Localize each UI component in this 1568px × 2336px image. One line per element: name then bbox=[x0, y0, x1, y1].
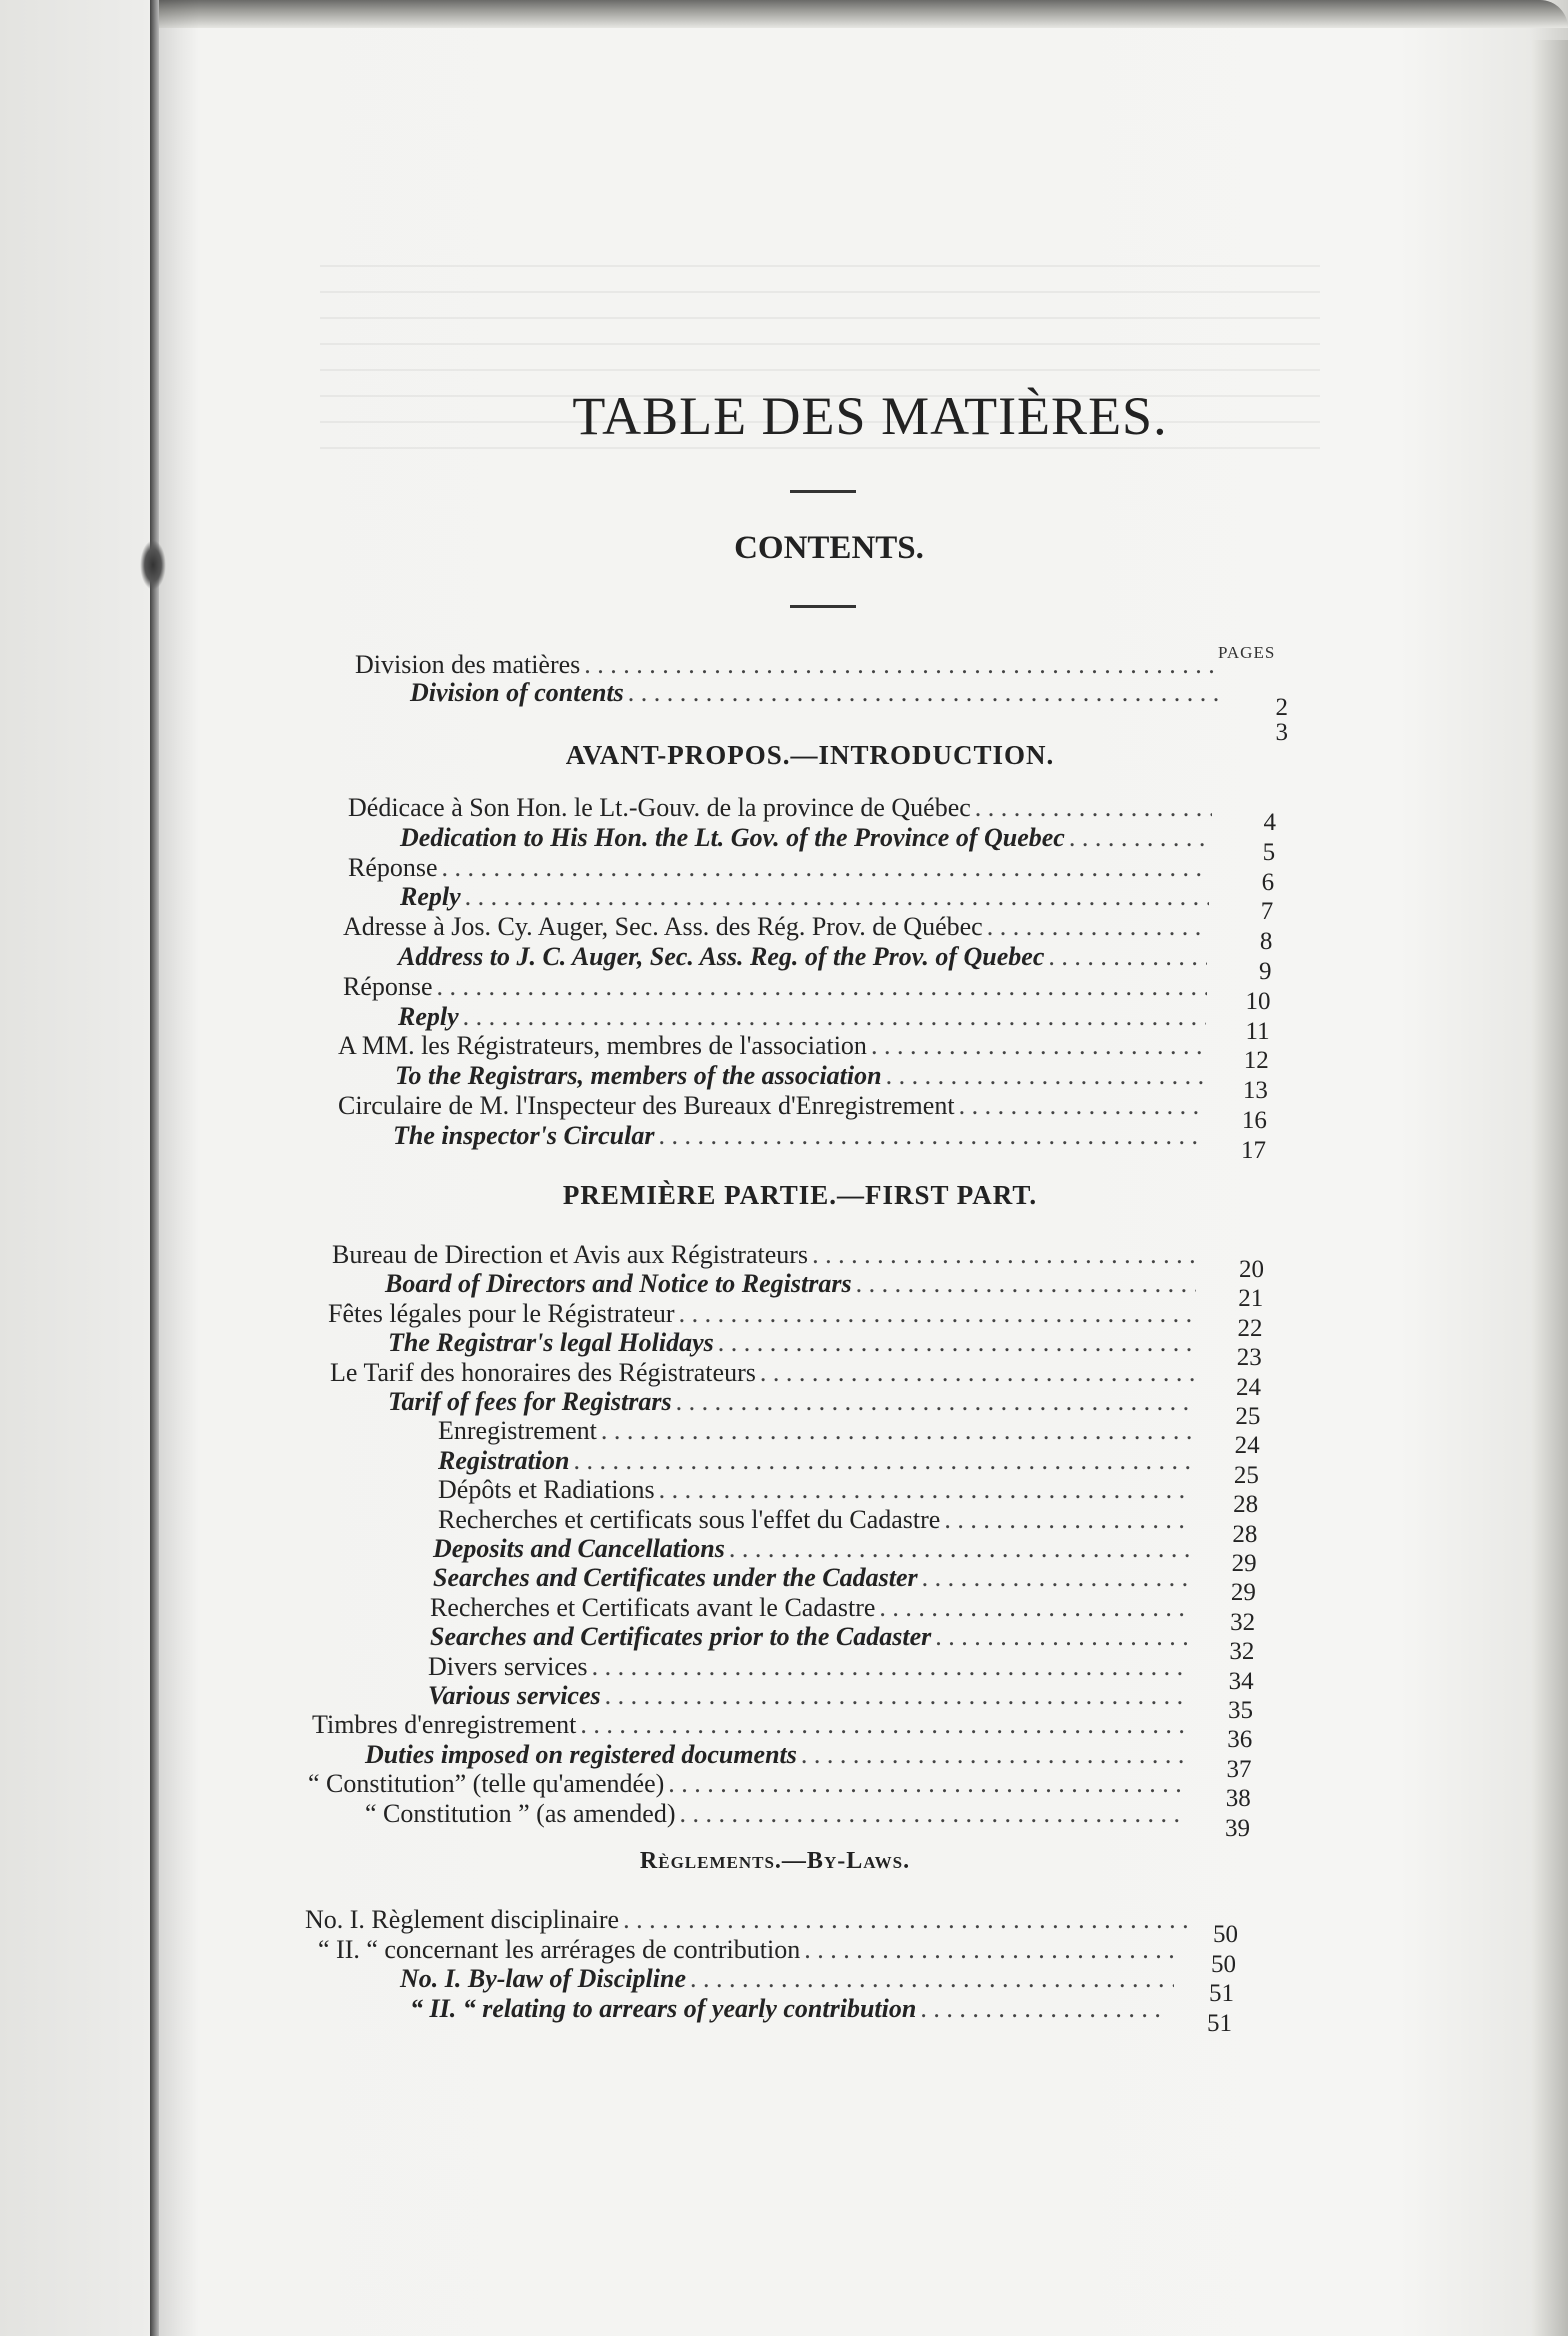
dot-leader bbox=[584, 650, 1220, 680]
toc-page-number: 39 bbox=[1225, 1814, 1250, 1842]
toc-entry-label: Dedication to His Hon. the Lt. Gov. of the Province of Quebec bbox=[400, 822, 1065, 852]
dot-leader bbox=[944, 1505, 1190, 1535]
toc-page-number: 24 bbox=[1234, 1432, 1260, 1460]
toc-page-number: 24 bbox=[1236, 1373, 1262, 1401]
dot-leader bbox=[1069, 823, 1211, 853]
toc-page-number: 29 bbox=[1230, 1579, 1256, 1607]
dot-leader bbox=[592, 1652, 1186, 1682]
toc-entry bbox=[348, 853, 1218, 883]
toc-page-number: 22 bbox=[1237, 1314, 1263, 1342]
toc-page-number: 29 bbox=[1231, 1550, 1257, 1577]
dot-leader bbox=[679, 1299, 1196, 1329]
pages-column-label: PAGES bbox=[1218, 643, 1276, 662]
toc-page-number: 34 bbox=[1228, 1667, 1254, 1695]
page-title: TABLE DES MATIÈRES. bbox=[572, 386, 1168, 446]
section-heading: PREMIÈRE PARTIE.—FIRST PART. bbox=[562, 1180, 1038, 1210]
toc-page-number: 35 bbox=[1227, 1697, 1253, 1724]
toc-entry bbox=[388, 1387, 1201, 1417]
toc-entry-label: Bureau de Direction et Avis aux Régistrateurs bbox=[332, 1240, 809, 1269]
dot-leader bbox=[442, 853, 1211, 883]
dot-leader bbox=[658, 1121, 1202, 1151]
toc-entry-label: “ Constitution” (telle qu'amendée) bbox=[308, 1769, 665, 1799]
toc-page-number: 6 bbox=[1261, 868, 1275, 896]
toc-page-number: 12 bbox=[1243, 1047, 1269, 1075]
toc-entry bbox=[388, 1328, 1203, 1358]
dot-leader bbox=[628, 678, 1220, 708]
toc-entry-label: “ Constitution ” (as amended) bbox=[365, 1798, 676, 1828]
dot-leader bbox=[1048, 942, 1207, 972]
toc-entry bbox=[343, 912, 1216, 942]
toc-entry bbox=[338, 1031, 1213, 1061]
toc-entry-label: Deposits and Cancellations bbox=[433, 1534, 725, 1563]
toc-entry bbox=[400, 882, 1217, 912]
toc-entry-label: Searches and Certificates prior to the Cadaster bbox=[430, 1622, 932, 1652]
toc-entry bbox=[433, 1534, 1197, 1564]
toc-entry-label: Tarif of fees for Registrars bbox=[388, 1387, 672, 1416]
toc-page-number: 16 bbox=[1241, 1107, 1267, 1134]
toc-entry bbox=[430, 1593, 1196, 1623]
dot-leader bbox=[871, 1031, 1205, 1061]
toc-entry-label: Divers services bbox=[428, 1651, 588, 1681]
toc-entry-label: A MM. les Régistrateurs, membres de l'association bbox=[338, 1031, 867, 1061]
dot-leader bbox=[801, 1740, 1184, 1770]
toc-page-number: 50 bbox=[1213, 1921, 1238, 1948]
toc-entry bbox=[410, 678, 1228, 708]
toc-page-number: 50 bbox=[1211, 1950, 1236, 1978]
dot-leader bbox=[812, 1240, 1197, 1270]
toc-entry bbox=[410, 1994, 1175, 2024]
toc-entry-label: Address to J. C. Auger, Sec. Ass. Reg. of the Prov. of Quebec bbox=[398, 942, 1045, 971]
toc-page-number: 51 bbox=[1209, 1980, 1234, 2007]
toc-entry-label: “ II. “ concernant les arrérages de contribution bbox=[318, 1934, 801, 1964]
toc-page-number: 7 bbox=[1260, 898, 1274, 926]
dot-leader bbox=[804, 1935, 1180, 1965]
dot-leader bbox=[605, 1681, 1186, 1711]
toc-page-number: 11 bbox=[1245, 1017, 1270, 1045]
toc-entry bbox=[343, 972, 1215, 1002]
dot-leader bbox=[679, 1799, 1182, 1829]
toc-page-number: 13 bbox=[1242, 1077, 1268, 1105]
toc-entry bbox=[318, 1935, 1188, 1965]
toc-entry-label: Fêtes légales pour le Régistrateur bbox=[328, 1298, 675, 1328]
book-spine bbox=[150, 0, 159, 2336]
toc-entry bbox=[365, 1740, 1192, 1770]
dot-leader bbox=[465, 882, 1210, 912]
dot-leader bbox=[690, 1964, 1174, 1994]
toc-entry bbox=[430, 1622, 1195, 1652]
dot-leader bbox=[729, 1534, 1189, 1564]
dot-leader bbox=[959, 1091, 1203, 1121]
dot-leader bbox=[573, 1446, 1191, 1476]
dot-leader bbox=[886, 1061, 1204, 1091]
toc-entry bbox=[305, 1905, 1195, 1935]
toc-entry-label: Reply bbox=[398, 1001, 459, 1031]
toc-page-number: 28 bbox=[1233, 1491, 1259, 1519]
toc-entry-label: Adresse à Jos. Cy. Auger, Sec. Ass. des Rég. Prov. de Québec bbox=[343, 912, 983, 942]
toc-entry bbox=[438, 1475, 1199, 1505]
toc-entry bbox=[398, 942, 1215, 972]
dot-leader bbox=[920, 1994, 1167, 2024]
toc-page-number: 20 bbox=[1239, 1256, 1264, 1283]
dot-leader bbox=[463, 1002, 1206, 1032]
dot-leader bbox=[676, 1387, 1193, 1417]
section-heading: AVANT-PROPOS.—INTRODUCTION. bbox=[565, 740, 1055, 770]
title-rule bbox=[790, 490, 856, 493]
toc-entry bbox=[428, 1652, 1194, 1682]
toc-entry bbox=[400, 823, 1219, 853]
dot-leader bbox=[879, 1593, 1187, 1623]
toc-entry-label: “ II. “ relating to arrears of yearly contribution bbox=[410, 1993, 917, 2023]
toc-entry-label: No. I. By-law of Discipline bbox=[400, 1964, 686, 1993]
toc-entry-label: Searches and Certificates under the Cadaster bbox=[433, 1563, 918, 1593]
toc-entry bbox=[393, 1121, 1210, 1151]
toc-page-number: 4 bbox=[1263, 809, 1276, 836]
toc-entry-label: The inspector's Circular bbox=[393, 1120, 655, 1150]
spine-shadow bbox=[159, 0, 199, 2336]
toc-entry bbox=[338, 1091, 1211, 1121]
toc-entry-label: Dédicace à Son Hon. le Lt.-Gouv. de la province de Québec bbox=[348, 793, 971, 822]
toc-entry-label: Recherches et Certificats avant le Cadastre bbox=[430, 1592, 876, 1622]
dot-leader bbox=[718, 1328, 1195, 1358]
dot-leader bbox=[975, 793, 1212, 823]
toc-entry-label: The Registrar's legal Holidays bbox=[388, 1328, 714, 1358]
dot-leader bbox=[987, 912, 1209, 942]
toc-entry bbox=[385, 1269, 1204, 1299]
toc-entry-label: Circulaire de M. l'Inspecteur des Bureaux d'Enregistrement bbox=[338, 1091, 955, 1120]
contents-rule bbox=[790, 605, 856, 608]
toc-page-number: 32 bbox=[1230, 1608, 1256, 1636]
toc-page-number: 9 bbox=[1258, 958, 1272, 985]
toc-page-number: 2 bbox=[1275, 694, 1288, 721]
toc-page-number: 10 bbox=[1245, 987, 1271, 1015]
dot-leader bbox=[659, 1475, 1191, 1505]
toc-entry-label: Timbres d'enregistrement bbox=[312, 1710, 577, 1740]
toc-entry bbox=[395, 1061, 1212, 1091]
toc-entry bbox=[433, 1563, 1196, 1593]
toc-entry bbox=[438, 1416, 1200, 1446]
toc-entry bbox=[332, 1240, 1205, 1270]
toc-entry-label: Le Tarif des honoraires des Régistrateurs bbox=[330, 1357, 756, 1387]
toc-page-number: 23 bbox=[1236, 1344, 1262, 1372]
toc-entry bbox=[348, 793, 1220, 823]
toc-page-number: 17 bbox=[1241, 1136, 1266, 1164]
toc-page-number: 37 bbox=[1226, 1755, 1252, 1783]
toc-entry bbox=[330, 1358, 1202, 1388]
toc-page-number: 38 bbox=[1225, 1785, 1251, 1813]
toc-entry-label: Dépôts et Radiations bbox=[438, 1475, 655, 1505]
toc-entry-label: Recherches et certificats sous l'effet du Cadastre bbox=[438, 1504, 941, 1534]
toc-entry bbox=[398, 1002, 1214, 1032]
toc-entry-label: Enregistrement bbox=[438, 1416, 597, 1446]
toc-entry bbox=[438, 1505, 1198, 1535]
toc-page-number: 8 bbox=[1259, 928, 1273, 956]
toc-entry bbox=[328, 1299, 1203, 1329]
toc-entry-label: No. I. Règlement disciplinaire bbox=[305, 1905, 620, 1934]
toc-entry bbox=[438, 1446, 1199, 1476]
toc-entry-label: Various services bbox=[428, 1681, 601, 1710]
dot-leader bbox=[437, 972, 1207, 1002]
dot-leader bbox=[601, 1416, 1192, 1446]
section-heading: Règlements.—By-Laws. bbox=[639, 1848, 911, 1874]
toc-entry bbox=[365, 1799, 1190, 1829]
toc-page-number: 5 bbox=[1262, 838, 1276, 866]
toc-page-number: 32 bbox=[1229, 1638, 1255, 1666]
toc-page-number: 28 bbox=[1232, 1520, 1258, 1548]
toc-page-number: 25 bbox=[1233, 1461, 1259, 1489]
toc-page-number: 21 bbox=[1238, 1285, 1264, 1313]
toc-entry-label: Board of Directors and Notice to Registrars bbox=[385, 1269, 852, 1299]
dot-leader bbox=[856, 1269, 1197, 1299]
toc-entry-label: Duties imposed on registered documents bbox=[365, 1739, 797, 1769]
toc-entry bbox=[428, 1681, 1193, 1711]
toc-entry-label: Réponse bbox=[348, 852, 438, 882]
toc-entry-label: Division des matières bbox=[355, 650, 581, 679]
toc-entry-label: Division of contents bbox=[410, 678, 624, 707]
dot-leader bbox=[623, 1905, 1187, 1935]
dot-leader bbox=[935, 1622, 1186, 1652]
toc-entry bbox=[312, 1710, 1192, 1740]
toc-entry-label: To the Registrars, members of the association bbox=[395, 1061, 882, 1091]
toc-page-number: 3 bbox=[1275, 719, 1288, 746]
toc-page-number: 51 bbox=[1207, 2009, 1232, 2037]
toc-entry-label: Réponse bbox=[343, 971, 433, 1001]
dot-leader bbox=[922, 1563, 1189, 1593]
toc-entry bbox=[308, 1769, 1191, 1799]
toc-page-number: 25 bbox=[1235, 1403, 1261, 1430]
dot-leader bbox=[760, 1358, 1194, 1388]
dot-leader bbox=[668, 1769, 1182, 1799]
page-top-edge bbox=[150, 0, 1568, 28]
toc-page-number: 36 bbox=[1227, 1726, 1253, 1754]
toc-entry bbox=[355, 650, 1228, 680]
dot-leader bbox=[580, 1710, 1184, 1740]
toc-entry bbox=[400, 1964, 1182, 1994]
toc-entry-label: Registration bbox=[438, 1445, 570, 1475]
toc-entry-label: Reply bbox=[400, 882, 461, 912]
contents-heading: CONTENTS. bbox=[734, 530, 924, 566]
